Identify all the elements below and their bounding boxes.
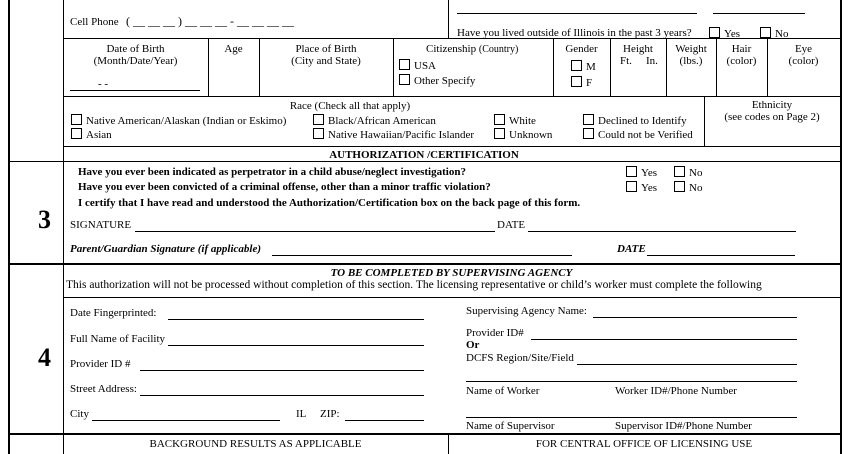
race-hawaiian[interactable]: Native Hawaiian/Pacific Islander — [313, 128, 474, 141]
cell-phone-field[interactable]: ( __ __ __ ) __ __ __ - __ __ __ __ — [126, 14, 294, 28]
certify-statement: I certify that I have read and understood the Authorization/Certification box on the back page of this form. — [78, 197, 581, 209]
checkbox-not-verified[interactable] — [583, 128, 594, 139]
facility-label: Full Name of Facility — [70, 333, 166, 345]
agency-name-label: Supervising Agency Name: — [466, 305, 587, 317]
checkbox-white[interactable] — [494, 114, 505, 125]
auth-question-2: Have you ever been convicted of a criminal offense, other than a minor traffic violation? — [78, 181, 491, 193]
outside-illinois-question: Have you lived outside of Illinois in the past 3 years? — [457, 27, 692, 39]
top-field-underline-b — [713, 13, 805, 14]
height-in: In. — [646, 55, 658, 67]
street-label: Street Address: — [70, 383, 137, 395]
provider-id-label: Provider ID # — [70, 358, 131, 370]
checkbox-native-american[interactable] — [71, 114, 82, 125]
height-label: Height — [623, 43, 653, 55]
eye-sub: (color) — [788, 55, 819, 67]
central-office-label: FOR CENTRAL OFFICE OF LICENSING USE — [535, 438, 753, 450]
date-fingerprinted-label: Date Fingerprinted: — [70, 307, 157, 319]
auth-heading: AUTHORIZATION /CERTIFICATION — [329, 149, 519, 161]
auth-question-1: Have you ever been indicated as perpetrator in a child abuse/neglect investigation? — [78, 166, 466, 178]
zip-label: ZIP: — [320, 408, 340, 420]
row-line-3 — [63, 146, 840, 147]
dcfs-line[interactable] — [577, 364, 797, 365]
section-number-4: 4 — [38, 343, 51, 372]
dob-label: Date of Birth — [106, 43, 165, 55]
dcfs-label: DCFS Region/Site/Field — [466, 352, 574, 364]
weight-label: Weight — [675, 43, 707, 55]
gender-m-option[interactable]: M — [571, 60, 596, 73]
height-ft: Ft. — [620, 55, 632, 67]
city-line[interactable] — [92, 420, 280, 421]
race-unknown[interactable]: Unknown — [494, 128, 552, 141]
checkbox-outside-no[interactable] — [760, 27, 771, 38]
outside-no-option[interactable]: No — [760, 27, 788, 40]
race-native-american[interactable]: Native American/Alaskan (Indian or Eskimo) — [71, 114, 286, 127]
provider-id-right-line[interactable] — [531, 339, 797, 340]
city-label: City — [70, 408, 89, 420]
q2-yes-option[interactable]: Yes — [626, 181, 657, 194]
agency-heading: TO BE COMPLETED BY SUPERVISING AGENCY — [330, 267, 573, 279]
signature-line[interactable] — [135, 231, 495, 232]
section-line-top3 — [8, 161, 63, 162]
col-div-pob — [393, 38, 394, 96]
zip-line[interactable] — [345, 420, 424, 421]
checkbox-female[interactable] — [571, 76, 582, 87]
checkbox-q1-yes[interactable] — [626, 166, 637, 177]
top-field-underline-a — [457, 13, 697, 14]
q1-no-option[interactable]: No — [674, 166, 702, 179]
cell-phone-label: Cell Phone — [70, 16, 119, 28]
date-line[interactable] — [528, 231, 796, 232]
hair-sub: (color) — [726, 55, 757, 67]
or-label: Or — [466, 339, 480, 351]
checkbox-usa[interactable] — [399, 59, 410, 70]
street-line[interactable] — [140, 395, 424, 396]
hair-label: Hair — [731, 43, 752, 55]
checkbox-asian[interactable] — [71, 128, 82, 139]
citizenship-other-option[interactable]: Other Specify — [399, 74, 475, 87]
ethnicity-label: Ethnicity — [751, 99, 793, 111]
row-line-4 — [63, 161, 840, 162]
section-line-4b — [63, 297, 840, 298]
q1-yes-option[interactable]: Yes — [626, 166, 657, 179]
signature-label: SIGNATURE — [70, 219, 132, 231]
checkbox-other[interactable] — [399, 74, 410, 85]
race-asian[interactable]: Asian — [71, 128, 112, 141]
checkbox-q1-no[interactable] — [674, 166, 685, 177]
eye-label: Eye — [794, 43, 813, 55]
provider-id-line[interactable] — [140, 370, 424, 371]
parent-date-label: DATE — [617, 243, 646, 255]
outer-left-border — [8, 0, 10, 454]
citizenship-label: Citizenship (Country) — [426, 43, 519, 55]
worker-id-label: Worker ID#/Phone Number — [615, 385, 737, 397]
supervisor-label: Name of Supervisor — [466, 420, 555, 432]
checkbox-black[interactable] — [313, 114, 324, 125]
race-title: Race (Check all that apply) — [289, 100, 411, 112]
dob-underline — [70, 90, 200, 91]
parent-signature-line[interactable] — [272, 255, 572, 256]
race-not-verified[interactable]: Could not be Verified — [583, 128, 693, 141]
worker-line[interactable] — [466, 381, 797, 382]
dob-sub: (Month/Date/Year) — [93, 55, 178, 67]
checkbox-declined[interactable] — [583, 114, 594, 125]
race-white[interactable]: White — [494, 114, 536, 127]
supervisor-line[interactable] — [466, 417, 797, 418]
age-label: Age — [224, 43, 243, 55]
outside-yes-option[interactable]: Yes — [709, 27, 740, 40]
parent-signature-label: Parent/Guardian Signature (if applicable) — [70, 243, 261, 255]
citizenship-usa-option[interactable]: USA — [399, 59, 436, 72]
agency-note: This authorization will not be processed without completion of this section. The licensing representative or child’s worker must complete the following — [66, 279, 762, 291]
worker-label: Name of Worker — [466, 385, 540, 397]
ethnicity-sub: (see codes on Page 2) — [724, 111, 820, 123]
race-declined[interactable]: Declined to Identify — [583, 114, 687, 127]
parent-date-line[interactable] — [647, 255, 795, 256]
dob-field[interactable]: - - — [98, 78, 109, 90]
checkbox-outside-yes[interactable] — [709, 27, 720, 38]
gender-label: Gender — [565, 43, 598, 55]
pob-label: Place of Birth — [295, 43, 357, 55]
provider-id-right-label: Provider ID# — [466, 327, 524, 339]
outer-right-border — [840, 0, 842, 454]
background-results-label: BACKGROUND RESULTS AS APPLICABLE — [149, 438, 362, 450]
checkbox-male[interactable] — [571, 60, 582, 71]
checkbox-hawaiian[interactable] — [313, 128, 324, 139]
section-number-3: 3 — [38, 205, 51, 234]
checkbox-q2-no[interactable] — [674, 181, 685, 192]
gender-f-option[interactable]: F — [571, 76, 592, 89]
weight-sub: (lbs.) — [679, 55, 703, 67]
il-label: IL — [296, 408, 307, 420]
race-black[interactable]: Black/African American — [313, 114, 436, 127]
number-column-divider — [63, 0, 64, 454]
section-line-4 — [8, 263, 841, 265]
supervisor-id-label: Supervisor ID#/Phone Number — [615, 420, 752, 432]
q2-no-option[interactable]: No — [674, 181, 702, 194]
top-mid-divider — [448, 0, 449, 38]
section-line-5 — [8, 433, 841, 435]
date-fingerprinted-line[interactable] — [168, 319, 424, 320]
pob-sub: (City and State) — [291, 55, 361, 67]
date-label: DATE — [497, 219, 526, 231]
checkbox-q2-yes[interactable] — [626, 181, 637, 192]
checkbox-unknown[interactable] — [494, 128, 505, 139]
facility-line[interactable] — [168, 345, 424, 346]
agency-name-line[interactable] — [593, 317, 797, 318]
row-line-2 — [63, 96, 840, 97]
